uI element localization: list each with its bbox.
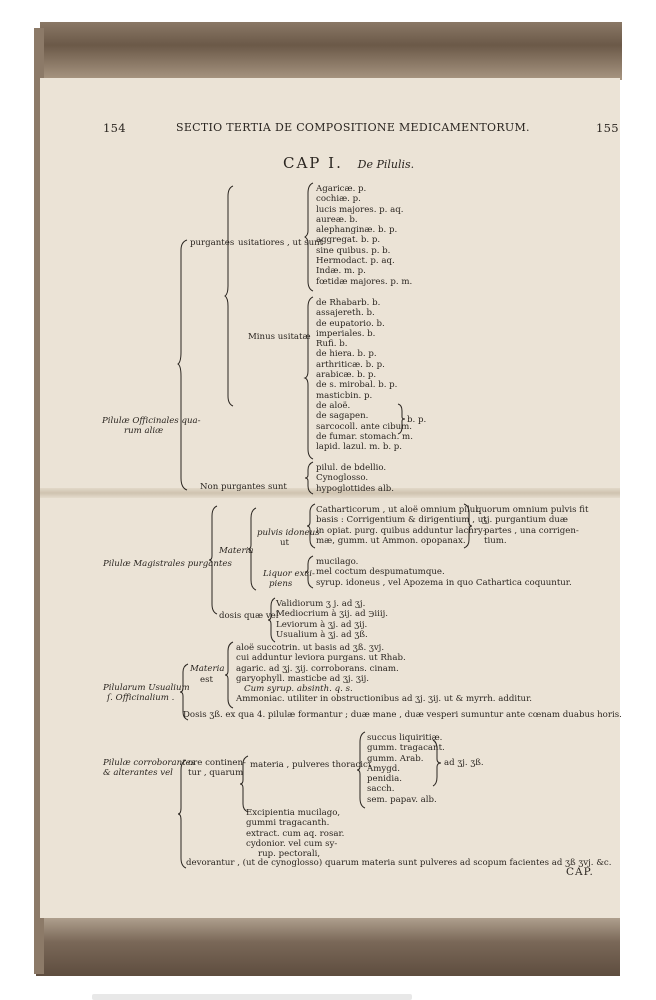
text-line: basis : Corrigentium & dirigentium , ut	[316, 515, 487, 526]
list-item: fœtidæ majores. p. m.	[316, 276, 413, 287]
brace-officinales	[178, 240, 190, 490]
list-item: Validiorum ʒ j. ad ʒj.	[276, 599, 366, 609]
list-item: Usualium à ʒj. ad ʒß.	[276, 629, 368, 640]
text-line: partes , una corrigen-	[484, 525, 579, 536]
text-line: Pilulæ corroborantes	[103, 758, 196, 768]
list-item: de fumar. stomach. m.	[316, 431, 413, 442]
list-item: agaric. ad ʒj. ʒij. corroborans. cinam.	[236, 663, 399, 674]
bottom-page-edge	[36, 914, 620, 976]
brace-pulvis-note	[464, 504, 474, 548]
list-item: Cum syrup. absinth. q. s.	[244, 684, 353, 695]
list-item: Amygd.	[367, 763, 400, 774]
usualium-materia: Materia	[190, 664, 225, 674]
liquor-list	[316, 557, 572, 588]
materia-thoracici: materia , pulveres thoracici	[250, 760, 371, 770]
chapter-heading	[283, 154, 414, 172]
brace-minus	[305, 297, 315, 459]
usualium-est: est	[200, 675, 213, 685]
text-line: ſ. Officinalium .	[107, 693, 175, 704]
brace-thoracici	[357, 732, 367, 808]
text-line: quorum omnium pulvis fit	[476, 505, 589, 515]
non-purgantes-list	[316, 463, 394, 494]
brace-dose	[433, 740, 442, 786]
officinales-line: Pilulæ Officinales qua-	[102, 416, 201, 426]
text-line: in opiat. purg. quibus adduntur lachry-	[316, 525, 486, 536]
usitatiores-list	[316, 184, 412, 287]
text-line: Pilularum Usualium	[103, 683, 190, 693]
catchword: CAP.	[566, 866, 594, 878]
text-line: & alterantes vel	[103, 768, 173, 779]
list-item: aggregat. b. p.	[316, 235, 381, 246]
list-item: assajereth. b.	[316, 308, 375, 319]
dosis-label: dosis quæ vel	[219, 611, 279, 621]
page-number-right: 155	[596, 121, 619, 135]
list-item: hypoglottides alb.	[316, 483, 394, 494]
brace-bp	[398, 404, 406, 434]
list-item: pilul. de bdellio.	[316, 463, 387, 473]
list-item: Mediocrium à ʒij. ad ℈iiij.	[276, 609, 388, 620]
materia-label: Materia	[219, 546, 254, 556]
list-item: sarcocoll. ante cibum.	[316, 421, 412, 432]
list-item: de eupatorio. b.	[316, 318, 385, 329]
list-item: garyophyll. masticbe ad ʒj. ʒij.	[236, 673, 369, 684]
list-item: cui adduntur leviora purgans. ut Rhab.	[236, 653, 406, 664]
brace-materia	[248, 508, 258, 590]
list-item: sacch.	[367, 784, 395, 795]
usualium-label	[103, 683, 190, 704]
usitatiores-label: usitatiores , ut sunt	[238, 238, 324, 248]
ut-label: ut	[280, 538, 289, 548]
list-item: mucilago.	[316, 557, 359, 567]
list-item: arthriticæ. b. p.	[316, 359, 385, 370]
text-line: tium.	[484, 535, 507, 546]
brace-ore	[240, 756, 250, 812]
list-item: de s. mirobal. b. p.	[316, 380, 398, 391]
text-line: Liquor exci-	[263, 569, 315, 579]
list-item: gumm. Arab.	[367, 753, 424, 764]
list-item: Hermodact. p. aq.	[316, 256, 395, 267]
list-item: aureæ. b.	[316, 214, 358, 225]
pulvis-note	[476, 505, 588, 546]
list-item: sem. papav. alb.	[367, 794, 437, 805]
brace-corroborantes	[178, 760, 188, 868]
list-item: de Rhabarb. b.	[316, 298, 381, 308]
list-item: penidia.	[367, 774, 402, 785]
list-item: Ammoniac. utiliter in obstructionibus ad ʒj. ʒij. ut & myrrh. additur.	[236, 694, 532, 705]
brace-magistrales	[209, 506, 219, 614]
list-item: sine quibus. p. b.	[316, 245, 391, 256]
text-line: Catharticorum , ut aloë omnium pilul.	[316, 505, 481, 515]
brace-purgantes	[225, 186, 235, 406]
usualium-dosis: Dosis ʒß. ex qua 4. pilulæ formantur ; duæ mane , duæ vesperi sumuntur ante cœnam duabus horis.	[183, 710, 622, 720]
text-line: gummi tragacanth.	[246, 818, 330, 829]
text-line: ore continen-	[188, 758, 246, 768]
list-item: de sagapen.	[316, 411, 369, 422]
non-purgantes-label: Non purgantes sunt	[200, 482, 287, 492]
list-item: aloë succotrin. ut basis ad ʒß. ʒvj.	[236, 643, 385, 653]
bp-note: b. p.	[407, 415, 427, 425]
text-line: tur , quarum	[188, 768, 244, 779]
minus-usitatae-label: Minus usitatæ	[248, 332, 311, 342]
list-item: Leviorum à ʒj. ad ʒij.	[276, 619, 368, 630]
brace-liquor	[305, 556, 315, 588]
list-item: mel coctum despumatumque.	[316, 567, 445, 578]
brace-non-purgantes	[305, 462, 315, 494]
page-number-left: 154	[103, 121, 126, 135]
list-item: Agaricæ. p.	[316, 184, 367, 194]
chapter-label: CAP I.	[283, 154, 343, 172]
text-line: extract. cum aq. rosar.	[246, 828, 345, 839]
list-item: gumm. tragacant.	[367, 743, 445, 754]
list-item: lapid. lazul. m. b. p.	[316, 442, 403, 453]
running-title: SECTIO TERTIA DE COMPOSITIONE MEDICAMENTORUM.	[176, 121, 530, 134]
purgantes-label: purgantes	[190, 238, 235, 248]
text-line: ʒj. purgantium duæ	[482, 515, 569, 526]
devorantur: devorantur , (ut de cynoglosso) quarum materia sunt pulveres ad scopum facientes ad ʒß ʒvj. &c.	[186, 858, 612, 868]
list-item: lucis majores. p. aq.	[316, 204, 404, 215]
pulvis-label: pulvis idoneus	[257, 528, 320, 538]
list-item: imperiales. b.	[316, 328, 376, 339]
excipientia	[246, 808, 344, 859]
list-item: Indæ. m. p.	[316, 266, 366, 277]
list-item: syrup. idoneus , vel Apozema in quo Cathartica coquuntur.	[316, 577, 572, 588]
text-line: mæ, gumm. ut Ammon. opopanax.	[316, 535, 466, 546]
list-item: masticbin. p.	[316, 390, 373, 401]
usualium-materia-list	[236, 643, 532, 705]
chapter-subtitle: De Pilulis.	[357, 158, 415, 171]
text-line: cydonior. vel cum sy-	[246, 838, 338, 849]
pulvis-lines	[316, 505, 487, 546]
dose-note: ad ʒj. ʒß.	[444, 758, 484, 768]
list-item: arabicæ. b. p.	[316, 370, 377, 381]
list-item: Cynoglosso.	[316, 473, 369, 484]
text-line: rup. pectorali,	[258, 849, 321, 860]
bleed-through-text	[92, 994, 412, 1000]
top-page-edge	[40, 22, 622, 80]
brace-dosis	[268, 598, 276, 642]
brace-usualium-materia	[225, 642, 235, 708]
list-item: Rufi. b.	[316, 339, 348, 350]
ore-label	[188, 758, 246, 779]
list-item: alephanginæ. b. p.	[316, 225, 398, 236]
brace-usitatiores	[305, 183, 315, 291]
list-item: de hiera. b. p.	[316, 349, 377, 360]
officinales-line: rum aliæ	[124, 426, 164, 437]
list-item: succus liquiritiæ.	[367, 733, 443, 743]
text-line: Excipientia mucilago,	[246, 808, 341, 818]
magistrales-label: Pilulæ Magistrales purgantes	[103, 559, 232, 569]
dosis-list	[276, 599, 388, 640]
list-item: cochiæ. p.	[316, 194, 361, 205]
list-item: de aloë.	[316, 400, 351, 411]
text-line: piens	[269, 579, 293, 590]
